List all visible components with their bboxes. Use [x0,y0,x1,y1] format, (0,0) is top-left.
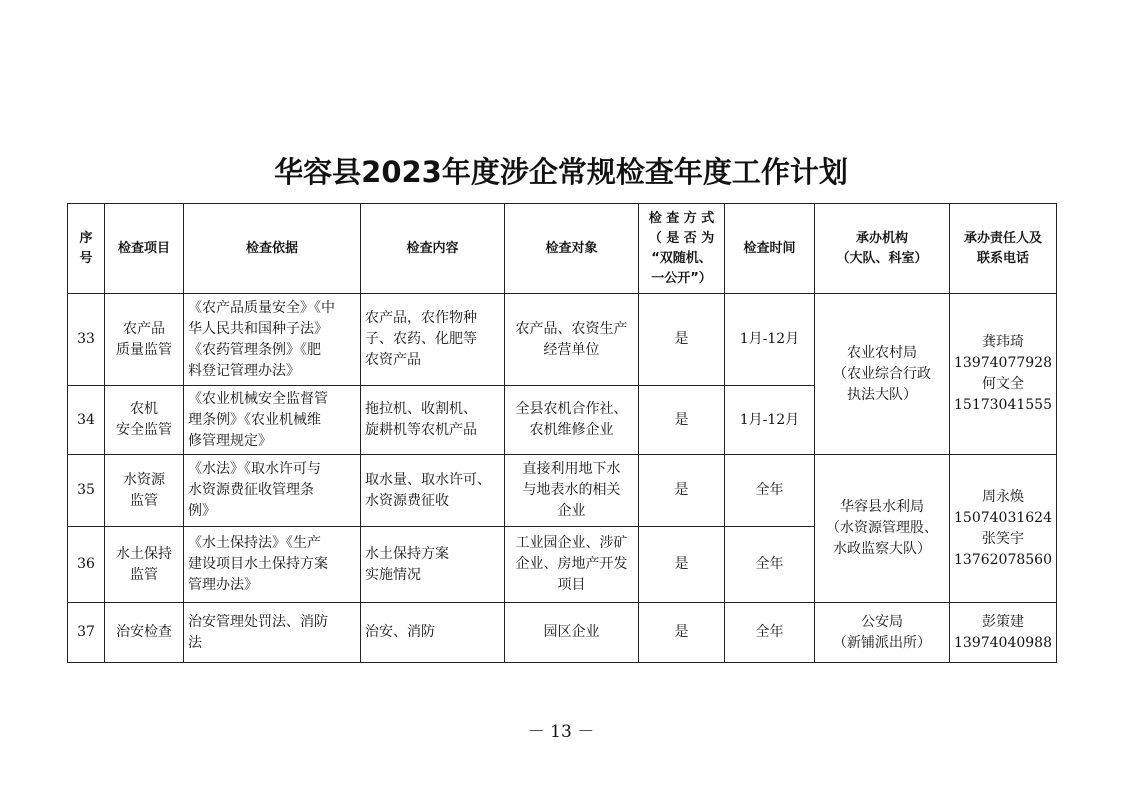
header-method: 检 查 方 式 （ 是 否 为 “双随机、 一公开”） [639,204,725,294]
cell-seq: 33 [68,294,105,386]
cell-target: 全县农机合作社、 农机维修企业 [505,386,639,455]
cell-time: 1月-12月 [725,386,815,455]
cell-person: 彭策建 13974040988 [950,603,1057,663]
cell-basis: 《水法》《取水许可与 水资源费征收管理条 例》 [184,455,361,527]
cell-target: 直接利用地下水 与地表水的相关 企业 [505,455,639,527]
header-org: 承办机构 （大队、科室） [815,204,950,294]
inspection-plan-table [67,203,1057,663]
cell-item: 农产品 质量监管 [105,294,184,386]
cell-item: 水资源 监管 [105,455,184,527]
cell-item: 水土保持 监管 [105,527,184,603]
cell-target: 农产品、农资生产 经营单位 [505,294,639,386]
header-person: 承办责任人及 联系电话 [950,204,1057,294]
cell-target: 工业园企业、涉矿 企业、房地产开发 项目 [505,527,639,603]
header-time: 检查时间 [725,204,815,294]
header-seq: 序 号 [68,204,105,294]
cell-content: 水土保持方案 实施情况 [361,527,505,603]
cell-basis: 《农产品质量安全》《中 华人民共和国种子法》 《农药管理条例》《肥 料登记管理办法》 [184,294,361,386]
table-row [68,455,1057,527]
header-content: 检查内容 [361,204,505,294]
cell-org: 农业农村局 （农业综合行政 执法大队） [815,294,950,455]
cell-item: 治安检查 [105,603,184,663]
table-row [68,294,1057,386]
cell-content: 取水量、取水许可、 水资源费征收 [361,455,505,527]
cell-org: 华容县水利局 （水资源管理股、 水政监察大队） [815,455,950,603]
page-number: － 13 － [527,722,595,742]
cell-seq: 35 [68,455,105,527]
cell-content: 农产品，农作物种 子、农药、化肥等 农资产品 [361,294,505,386]
cell-time: 全年 [725,603,815,663]
cell-item: 农机 安全监管 [105,386,184,455]
cell-method: 是 [639,294,725,386]
cell-content: 治安、消防 [361,603,505,663]
cell-basis: 治安管理处罚法、消防 法 [184,603,361,663]
header-basis: 检查依据 [184,204,361,294]
cell-method: 是 [639,527,725,603]
cell-seq: 37 [68,603,105,663]
cell-content: 拖拉机、收割机、 旋耕机等农机产品 [361,386,505,455]
cell-org: 公安局 （新铺派出所） [815,603,950,663]
header-item: 检查项目 [105,204,184,294]
cell-time: 全年 [725,455,815,527]
table-header-row [68,204,1057,294]
cell-basis: 《农业机械安全监督管 理条例》《农业机械维 修管理规定》 [184,386,361,455]
cell-seq: 36 [68,527,105,603]
cell-method: 是 [639,603,725,663]
cell-person: 龚玮琦 13974077928 何文全 15173041555 [950,294,1057,455]
cell-method: 是 [639,455,725,527]
header-target: 检查对象 [505,204,639,294]
cell-time: 全年 [725,527,815,603]
cell-basis: 《水土保持法》《生产 建设项目水土保持方案 管理办法》 [184,527,361,603]
page-title: 华容县2023年度涉企常规检查年度工作计划 [274,155,848,189]
cell-target: 园区企业 [505,603,639,663]
table-row [68,603,1057,663]
cell-method: 是 [639,386,725,455]
cell-person: 周永焕 15074031624 张笑宇 13762078560 [950,455,1057,603]
cell-time: 1月-12月 [725,294,815,386]
cell-seq: 34 [68,386,105,455]
